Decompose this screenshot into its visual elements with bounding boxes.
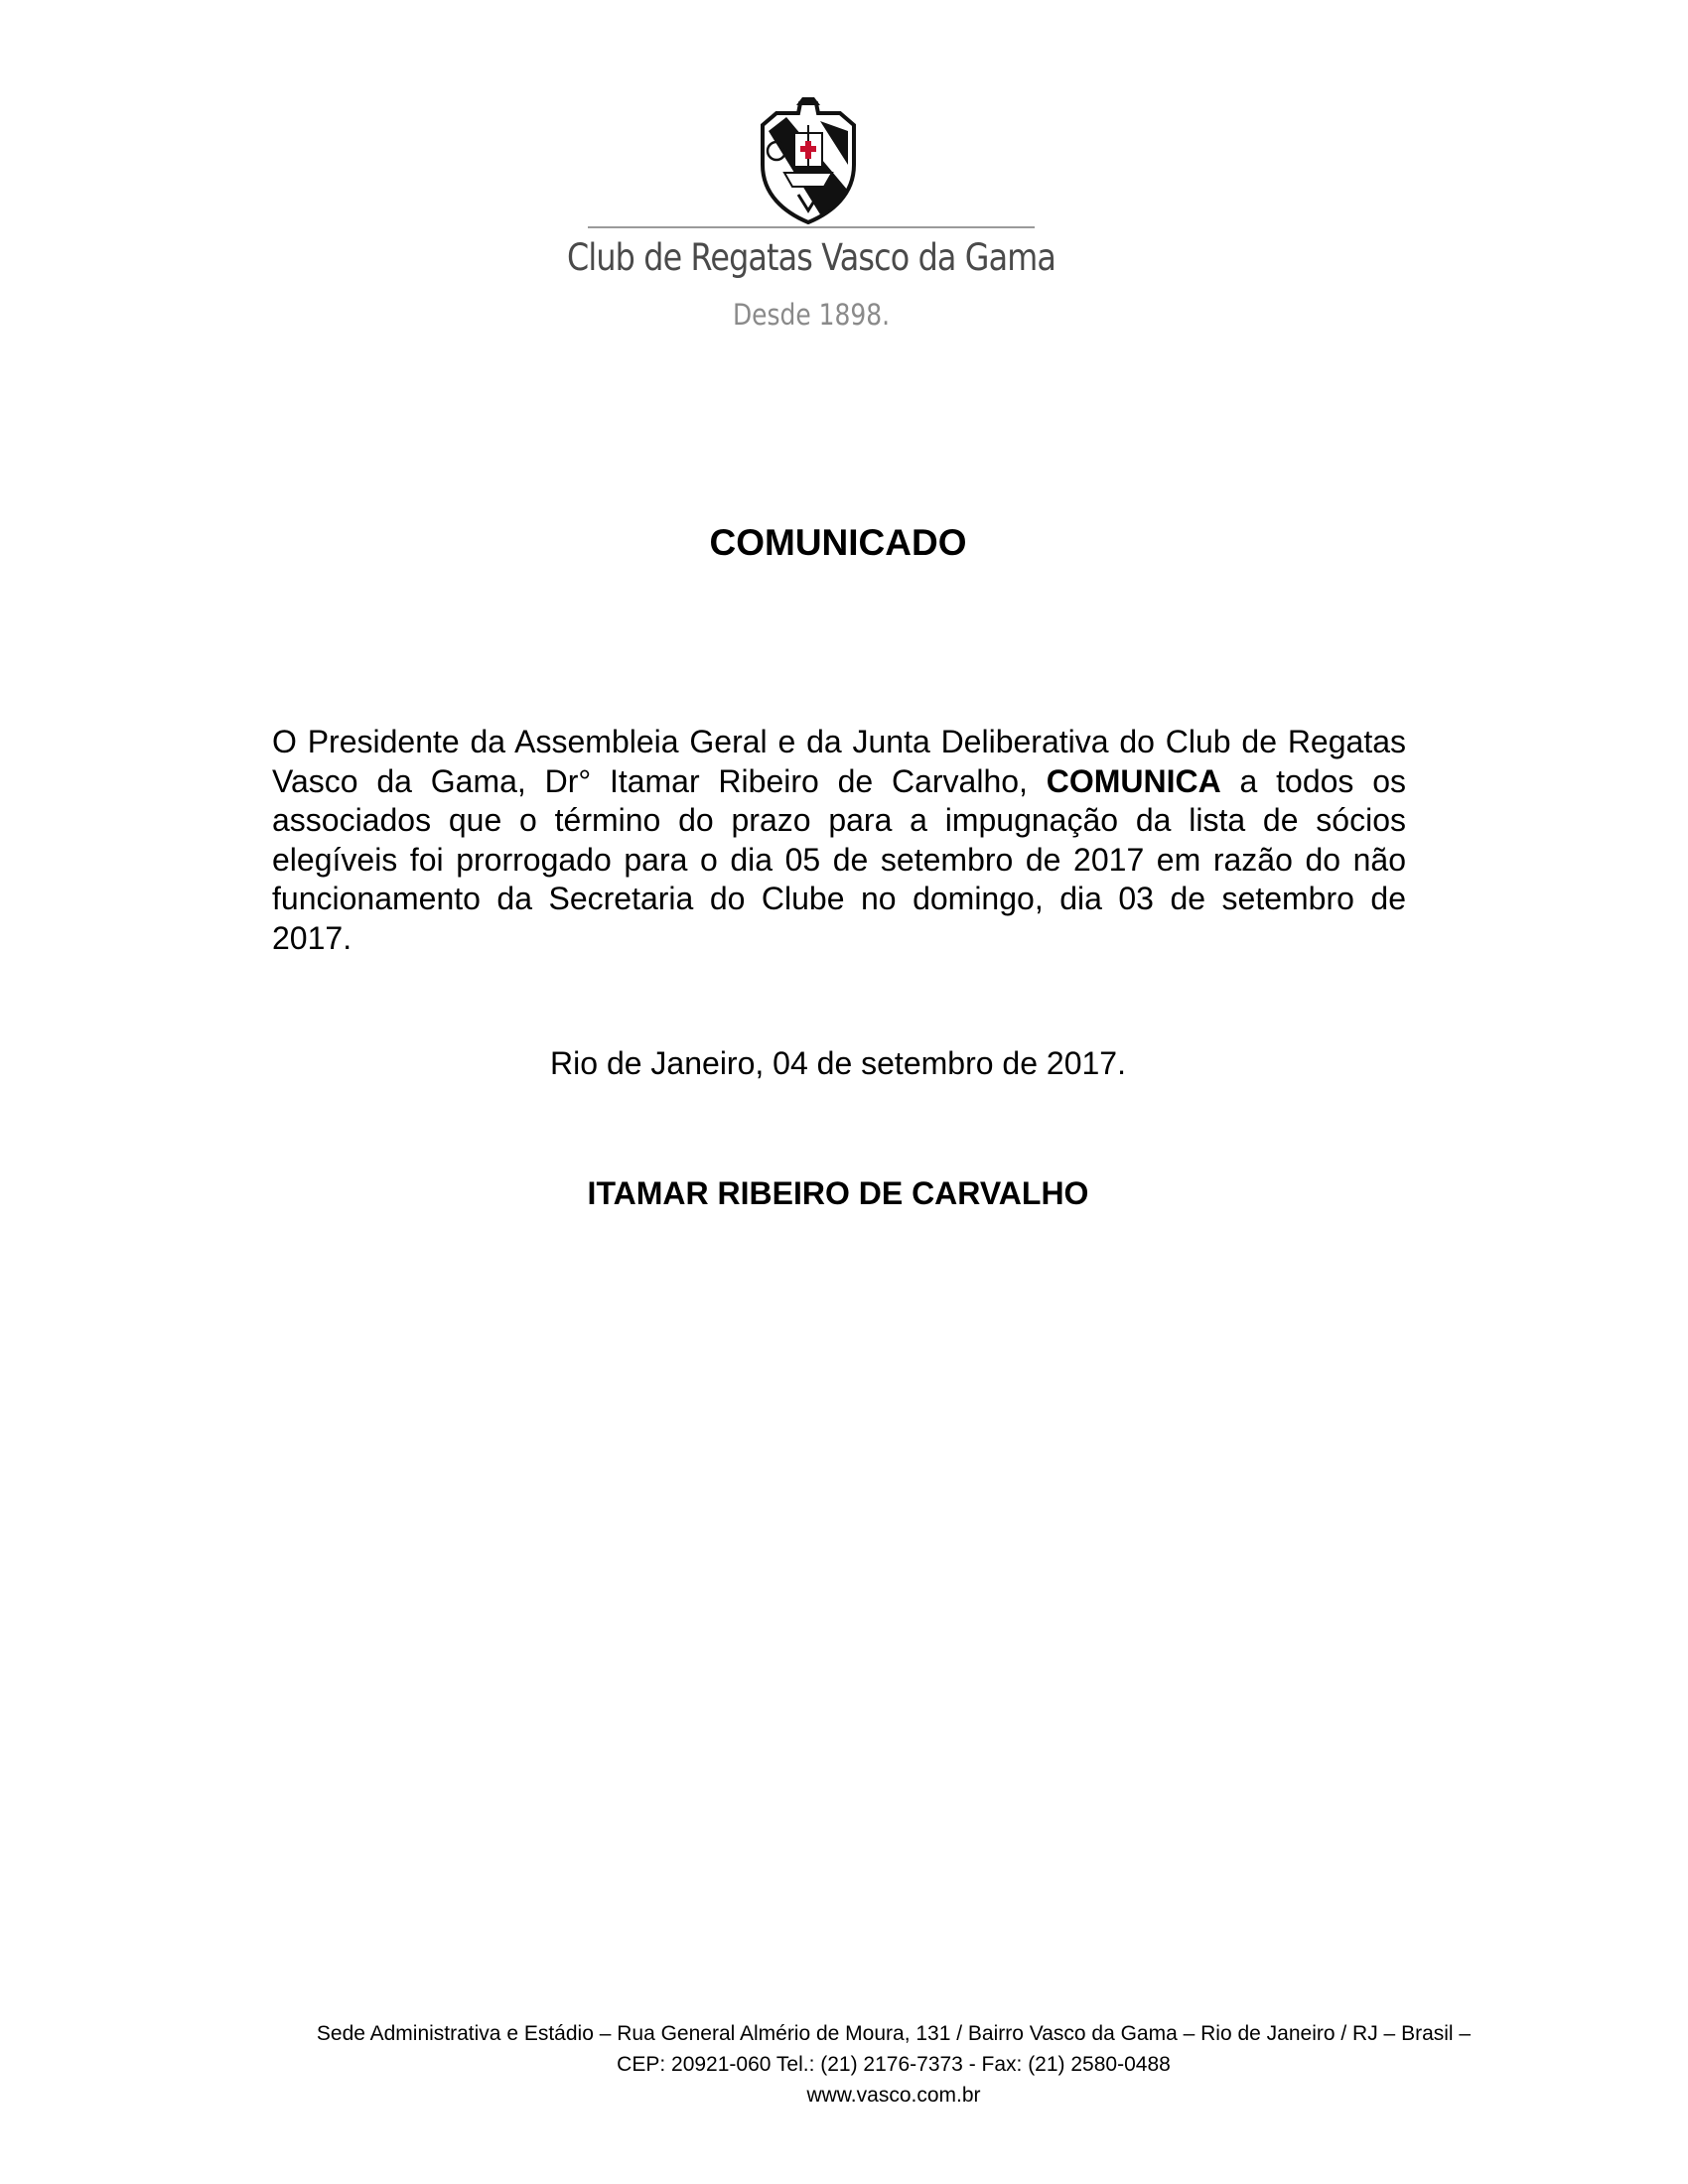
header-divider bbox=[588, 226, 1035, 228]
announcement-paragraph bbox=[272, 723, 1406, 958]
club-name: Club de Regatas Vasco da Gama bbox=[566, 236, 1056, 279]
letterhead bbox=[0, 0, 1688, 357]
document-title: COMUNICADO bbox=[709, 522, 967, 563]
footer bbox=[179, 2018, 1609, 2111]
vasco-crest-icon bbox=[757, 95, 860, 224]
footer-contact: CEP: 20921-060 Tel.: (21) 2176-7373 - Fax: (21) 2580-0488 bbox=[617, 2053, 1171, 2076]
footer-website: www.vasco.com.br bbox=[806, 2084, 981, 2107]
announcement-text-end: a todos os associados que o término do prazo para a impugnação da lista de sócios elegíveis foi prorrogado para o dia 05 de setembro de 2017 em razão do não funcionamento da Secretaria do Clube no domingo, dia 03 de setembro de 2017. bbox=[272, 762, 1407, 956]
place-and-date: Rio de Janeiro, 04 de setembro de 2017. bbox=[550, 1045, 1126, 1081]
announcement-text-start: O Presidente da Assembleia Geral e da Junta Deliberativa do Club de Regatas Vasco da Gama, Dr° Itamar Ribeiro de Carvalho, bbox=[272, 724, 1406, 799]
footer-address: Sede Administrativa e Estádio – Rua General Almério de Moura, 131 / Bairro Vasco da Gama – Rio de Janeiro / RJ – Brasil – bbox=[316, 2022, 1472, 2045]
club-founding-year: Desde 1898. bbox=[732, 298, 891, 332]
signatory-name: ITAMAR RIBEIRO DE CARVALHO bbox=[587, 1175, 1089, 1211]
announcement-keyword: COMUNICA bbox=[1046, 762, 1221, 799]
